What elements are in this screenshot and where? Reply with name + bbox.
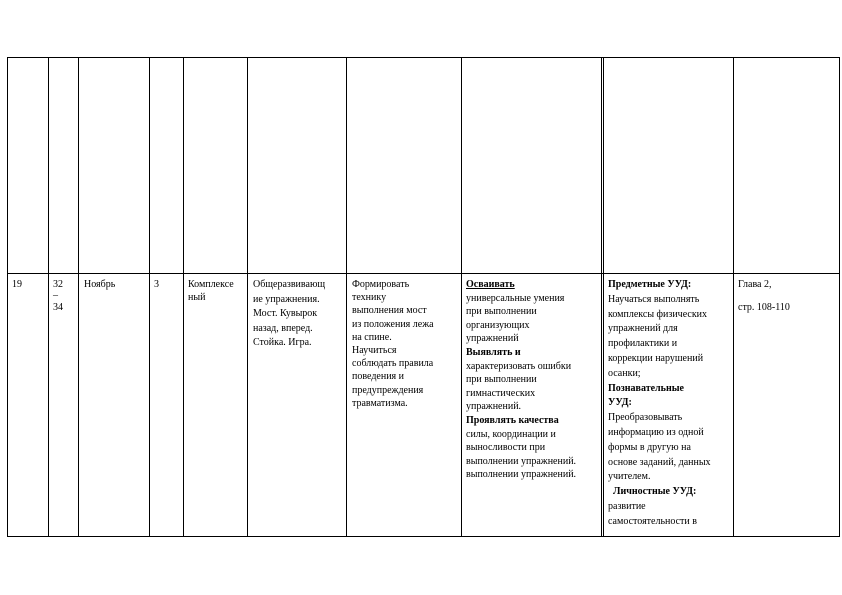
cell-homework (738, 278, 838, 314)
goals-line: из положения лежа (352, 318, 434, 330)
goals-line: на спине. (352, 331, 392, 343)
goals-line: поведения и (352, 371, 405, 383)
content-line: ие упражнения. (253, 293, 320, 305)
col-border (733, 57, 734, 537)
goals-line: технику (352, 292, 387, 304)
uud-line: коррекции нарушений (608, 352, 704, 364)
activities-line: силы, координации и (466, 428, 556, 440)
uud-line: Предметные УУД: (608, 279, 692, 290)
lesson-type-line: ный (188, 292, 206, 304)
table-top-border (7, 57, 839, 58)
uud-line: Преобразовывать (608, 412, 683, 424)
goals-line: предупреждения (352, 384, 424, 396)
table-bottom-border (7, 536, 839, 537)
cell-activities (466, 278, 600, 482)
activities-line: упражнений (466, 333, 519, 345)
cell-content (253, 278, 345, 351)
activities-line: при выполнении (466, 306, 537, 318)
activities-line: организующих (466, 319, 530, 331)
cell-lesson-number (53, 278, 77, 314)
activities-line: Выявлять и (466, 346, 521, 358)
uud-line: учителем. (608, 471, 651, 483)
uud-line: УУД: (608, 397, 632, 409)
lesson-type-line: Комплексе (188, 279, 234, 290)
lesson-number-line: 34 (53, 302, 63, 314)
col-border (78, 57, 79, 537)
col-border (601, 57, 602, 537)
cell-row-number (12, 278, 46, 291)
col-border (48, 57, 49, 537)
uud-line: развитие (608, 500, 646, 512)
goals-line: соблюдать правила (352, 358, 434, 370)
cell-lesson-type (188, 278, 246, 304)
row-divider (7, 273, 839, 274)
lesson-number-line: – (53, 290, 58, 302)
activities-line: характеризовать ошибки (466, 360, 572, 372)
uud-line: формы в другую на (608, 441, 691, 453)
activities-line: универсальные умения (466, 292, 565, 304)
col-border (149, 57, 150, 537)
cell-hours (154, 278, 182, 291)
uud-line: основе заданий, данных (608, 456, 711, 468)
goals-line: выполнения мост (352, 305, 427, 317)
activities-line: упражнений. (466, 401, 522, 413)
cell-month (84, 278, 148, 291)
lesson-number-line: 32 (53, 279, 63, 290)
activities-line: при выполнении (466, 374, 537, 386)
content-line: Общеразвивающ (253, 279, 326, 290)
uud-line: осанки; (608, 367, 641, 379)
col-border (839, 57, 840, 537)
uud-line: самостоятельности в (608, 515, 698, 527)
month-text: Ноябрь (84, 279, 116, 290)
cell-goals (352, 278, 460, 410)
col-border (183, 57, 184, 537)
activities-line: гимнастических (466, 387, 536, 399)
uud-line: Научаться выполнять (608, 293, 700, 305)
col-border (247, 57, 248, 537)
content-line: Стойка. Игра. (253, 337, 312, 349)
goals-line: травматизма. (352, 397, 408, 409)
col-border (346, 57, 347, 537)
homework-line: стр. 108-110 (738, 302, 790, 314)
goals-line: Формировать (352, 279, 410, 290)
hours-text: 3 (154, 279, 159, 290)
col-border (603, 57, 604, 537)
activities-line: Проявлять качества (466, 414, 559, 426)
col-border (461, 57, 462, 537)
activities-line: выполнении упражнений. (466, 455, 577, 467)
activities-line: выносливости при (466, 442, 546, 454)
uud-line: комплексы физических (608, 308, 708, 320)
activities-line: Осваивать (466, 279, 515, 290)
uud-line: Личностные УУД: (608, 486, 697, 498)
uud-line: Познавательные (608, 382, 684, 394)
row-number-text: 19 (12, 279, 22, 290)
content-line: назад, вперед. (253, 322, 313, 334)
uud-line: профилактики и (608, 338, 678, 350)
goals-line: Научиться (352, 345, 397, 357)
col-border (7, 57, 8, 537)
uud-line: информацию из одной (608, 426, 704, 438)
homework-line: Глава 2, (738, 279, 772, 290)
uud-line: упражнений для (608, 323, 678, 335)
content-line: Мост. Кувырок (253, 308, 318, 320)
activities-line: выполнении упражнений. (466, 469, 577, 481)
cell-uud (608, 278, 732, 530)
